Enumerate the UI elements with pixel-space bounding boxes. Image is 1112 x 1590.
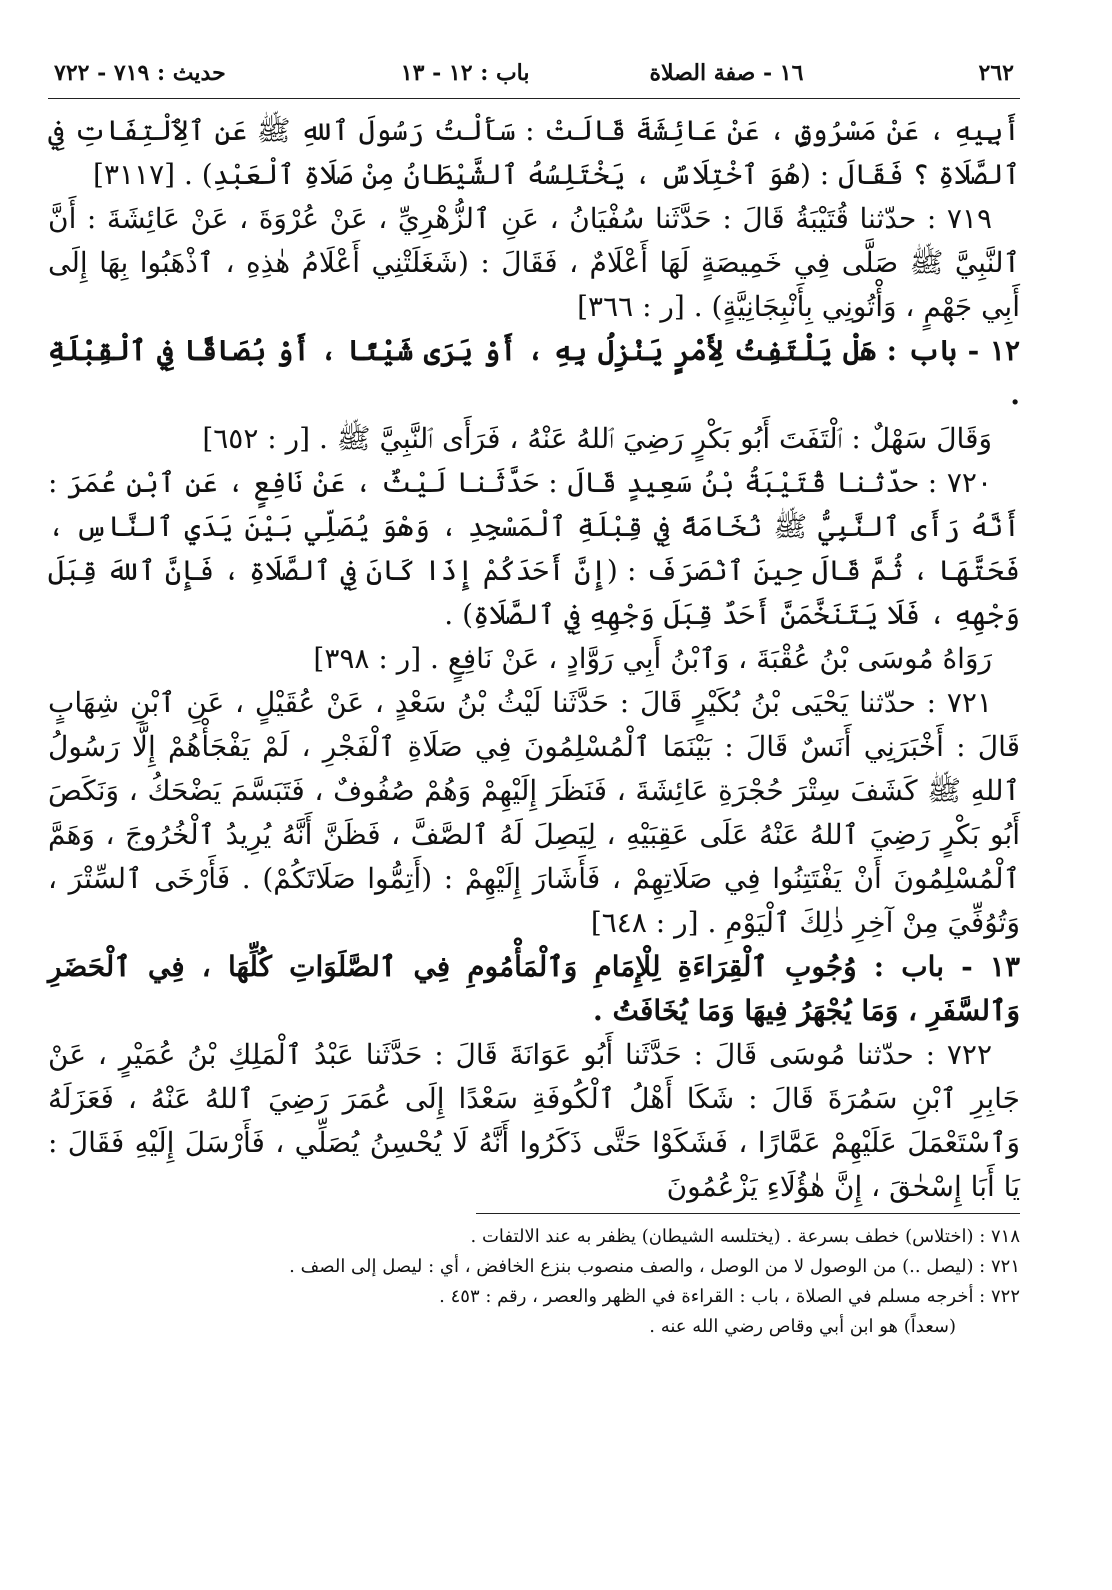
header-middle [401, 60, 804, 86]
footnote: (سعداً) هو ابن أبي وقاص رضي الله عنه . [649, 1316, 956, 1337]
footnote: ٧٢١ : (ليصل ..) من الوصول لا من الوصل ، والصف منصوب بنزع الخافض ، أي : ليصل إلى الصف . [289, 1256, 1020, 1277]
main-text [48, 109, 1020, 1209]
paragraph: رَوَاهُ مُوسَى بْنُ عُقْبَةَ ، وَٱبْنُ أَبِي رَوَّادٍ ، عَنْ نَافِعٍ . [ر : ٣٩٨] [313, 642, 992, 675]
bab-12-heading: ١٢ - باب : هَلْ يَلْتَفِتُ لِأَمْرٍ يَنْزِلُ بِهِ ، أَوْ يَرَى شَيْئًا ، أَوْ بُصَاقًا فِي ٱلْقِبْلَةِ . [48, 334, 1020, 411]
footnote-rule [476, 1213, 1020, 1214]
paragraph: وَقَالَ سَهْلٌ : ٱلْتَفَتَ أَبُو بَكْرٍ رَضِيَ ٱللهُ عَنْهُ ، فَرَأَى ٱلنَّبِيَّ ﷺ . [ر : ٦٥٢] [202, 422, 992, 455]
hadith-721: ٧٢١ : حدّثنا يَحْيَى بْنُ بُكَيْرٍ قَالَ : حَدَّثَنا لَيْثُ بْنُ سَعْدٍ ، عَنْ عُقَيْلٍ ، عَنِ ٱبْنِ شِهَابٍ قَالَ : أَخْبَرَنِي أَنَسٌ قَالَ : بَيْنَمَا ٱلْمُسْلِمُونَ فِي صَلَاةِ ٱلْفَجْرِ ، لَمْ يَفْجَأْهُمْ إِلَّا رَسُولُ ٱللهِ ﷺ كَشَفَ سِتْرَ حُجْرَةِ عَائِشَةَ ، فَنَظَرَ إِلَيْهِمْ وَهُمْ صُفُوفٌ ، فَتَبَسَّمَ يَضْحَكُ ، وَنَكَصَ أَبُو بَكْرٍ رَضِيَ ٱللهُ عَنْهُ عَلَى عَقِبَيْهِ ، لِيَصِلَ لَهُ ٱلصَّفَّ ، فَظَنَّ أَنَّهُ يُرِيدُ ٱلْخُرُوجَ ، وَهَمَّ ٱلْمُسْلِمُونَ أَنْ يَفْتَتِنُوا فِي صَلَاتِهِمْ ، فَأَشَارَ إِلَيْهِمْ : (أَتِمُّوا صَلَاتَكُمْ) . فَأَرْخَى ٱلسِّتْرَ ، وَتُوُفِّيَ مِنْ آخِرِ ذٰلِكَ ٱلْيَوْمِ . [ر : ٦٤٨] [48, 686, 1020, 939]
footnote: ٧٢٢ : أخرجه مسلم في الصلاة ، باب : القراءة في الظهر والعصر ، رقم : ٤٥٣ . [439, 1286, 1020, 1307]
running-header [48, 60, 1020, 98]
footnote: ٧١٨ : (اختلاس) خطف بسرعة . (يختلسه الشيطان) يظفر به عند الالتفات . [470, 1226, 1020, 1247]
hadith-722: ٧٢٢ : حدّثنا مُوسَى قَالَ : حَدَّثَنا أَبُو عَوَانَةَ قَالَ : حَدَّثَنا عَبْدُ ٱلْمَلِكِ بْنُ عُمَيْرٍ ، عَنْ جَابِرِ ٱبْنِ سَمُرَةَ قَالَ : شَكَا أَهْلُ ٱلْكُوفَةِ سَعْدًا إِلَى عُمَرَ رَضِيَ ٱللهُ عَنْهُ ، فَعَزَلَهُ وَٱسْتَعْمَلَ عَلَيْهِمْ عَمَّارًا ، فَشَكَوْا حَتَّى ذَكَرُوا أَنَّهُ لَا يُحْسِنُ يُصَلِّي ، فَأَرْسَلَ إِلَيْهِ فَقَالَ : يَا أَبَا إِسْحٰقَ ، إِنَّ هٰؤُلَاءِ يَزْعُمُونَ [48, 1038, 1020, 1203]
footnotes [48, 1222, 1020, 1342]
hadith-range: حديث : ٧١٩ - ٧٢٢ [54, 60, 226, 86]
hadith-720: ٧٢٠ : حدّثنا قُتَيْبَةُ بْنُ سَعِيدٍ قَالَ : حَدَّثَنا لَيْثٌ ، عَنْ نَافِعٍ ، عَنِ ٱبْنِ عُمَرَ : أَنَّهُ رَأَى ٱلنَّبِيُّ ﷺ نُخَامَةً فِي قِبْلَةِ ٱلْمَسْجِدِ ، وَهْوَ يُصَلِّي بَيْنَ يَدَيِ ٱلنَّاسِ ، فَحَتَّهَا ، ثُمَّ قَالَ حِينَ ٱنْصَرَفَ : (إِنَّ أَحَدَكُمْ إِذَا كَانَ فِي ٱلصَّلَاةِ ، فَإِنَّ ٱللهَ قِبَلَ وَجْهِهِ ، فَلَا يَتَنَخَّمَنَّ أَحَدٌ قِبَلَ وَجْهِهِ فِي ٱلصَّلَاةِ) . [48, 466, 1020, 631]
hadith-719: ٧١٩ : حدّثنا قُتَيْبَةُ قَالَ : حَدَّثَنا سُفْيَانُ ، عَنِ ٱلزُّهْرِيِّ ، عَنْ عُرْوَةَ ، عَنْ عَائِشَةَ : أَنَّ ٱلنَّبِيَّ ﷺ صَلَّى فِي خَمِيصَةٍ لَهَا أَعْلَامٌ ، فَقَالَ : (شَغَلَتْنِي أَعْلَامُ هٰذِهِ ، ٱذْهَبُوا بِهَا إِلَى أَبِي جَهْمٍ ، وَأْتُونِي بِأَنْبِجَانِيَّةٍ) . [ر : ٣٦٦] [48, 202, 1020, 323]
bab-range: باب : ١٢ - ١٣ [400, 60, 530, 86]
bab-13-heading: ١٣ - باب : وُجُوبِ ٱلْقِرَاءَةِ لِلْإِمَامِ وَٱلْمَأْمُومِ فِي ٱلصَّلَوَاتِ كُلِّهَا ، فِي ٱلْحَضَرِ وَٱلسَّفَرِ ، وَمَا يُجْهَرُ فِيهَا وَمَا يُخَافَتُ . [48, 950, 1020, 1027]
book-page [48, 60, 1020, 1560]
header-rule [48, 98, 1020, 99]
page-number: ٢٦٢ [978, 60, 1014, 86]
book-title: ١٦ - صفة الصلاة [649, 60, 804, 86]
paragraph: أَبِيهِ ، عَنْ مَسْرُوقٍ ، عَنْ عَائِشَةَ قَالَتْ : سَأَلْتُ رَسُولَ ٱللهِ ﷺ عَنِ ٱلِٱلْتِفَاتِ فِي ٱلصَّلَاةِ ؟ فَقَالَ : (هُوَ ٱخْتِلَاسٌ ، يَخْتَلِسُهُ ٱلشَّيْطَانُ مِنْ صَلَاةِ ٱلْعَبْدِ) . [٣١١٧] [48, 114, 1020, 191]
